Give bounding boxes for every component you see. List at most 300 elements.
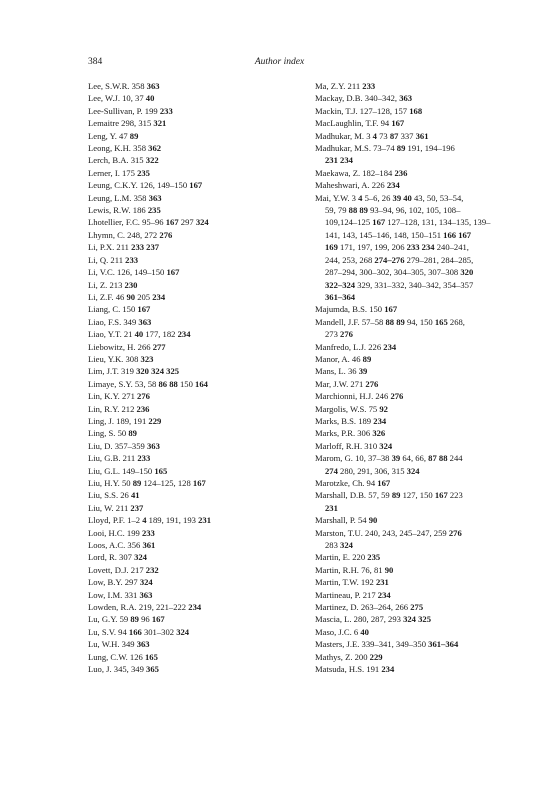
entry-text: 43, 50, 53–54, xyxy=(411,192,464,203)
index-entry xyxy=(315,216,533,228)
page-ref-bold: 233 xyxy=(362,81,376,91)
entry-text: 96 xyxy=(138,614,152,625)
entry-text: 223 xyxy=(447,490,463,501)
page-ref-bold: 324 xyxy=(134,552,147,563)
entry-text: Marston, T.U. 240, 243, 245–247, 259 xyxy=(315,527,449,538)
entry-text: Liu, W. 211 xyxy=(88,502,131,513)
entry-text: Lee-Sullivan, P. 199 xyxy=(88,105,160,116)
entry-text: 301–302 xyxy=(141,626,177,637)
page-ref-bold: 167 xyxy=(372,217,386,228)
page-ref-bold: 236 xyxy=(394,167,408,178)
entry-text: Lemaitre 298, 315 xyxy=(88,118,154,129)
page-ref-bold: 40 xyxy=(134,329,144,340)
page-ref-bold: 236 xyxy=(136,403,150,414)
page-ref-bold: 276 xyxy=(448,527,462,538)
entry-text: 244 xyxy=(447,453,463,464)
index-entry xyxy=(315,92,533,104)
page-ref-bold: 234 xyxy=(152,291,166,302)
index-entry xyxy=(88,589,303,601)
entry-text: Marshall, D.B. 57, 59 xyxy=(315,490,392,501)
index-entry xyxy=(315,663,533,675)
index-entry xyxy=(315,241,533,253)
page-ref-bold: 235 xyxy=(367,552,381,563)
index-entry xyxy=(315,564,533,576)
entry-text: Lin, R.Y. 212 xyxy=(88,403,137,414)
index-entry xyxy=(315,80,533,92)
index-entry xyxy=(88,452,303,464)
entry-text: 73 xyxy=(376,130,390,141)
page-ref-bold: 167 xyxy=(137,304,151,315)
page-ref-bold: 167 xyxy=(166,267,180,278)
entry-text: Liao, F.S. 349 xyxy=(88,316,139,327)
page-ref-bold: 233 xyxy=(141,527,155,538)
page-ref-bold: 324 xyxy=(340,540,353,551)
page-ref-bold: 361 xyxy=(415,130,429,141)
entry-text: Matsuda, H.S. 191 xyxy=(315,664,382,675)
page-ref-bold: 324 xyxy=(176,626,190,637)
index-entry xyxy=(88,316,303,328)
page-ref-bold: 166 xyxy=(128,626,142,637)
index-entry xyxy=(88,229,303,241)
entry-text: Mathys, Z. 200 xyxy=(315,651,370,662)
page-ref-bold: 235 xyxy=(137,167,150,178)
page-ref-bold: 274 xyxy=(325,465,338,476)
page-ref-bold: 324 xyxy=(195,217,209,228)
index-entry xyxy=(88,378,303,390)
entry-text: Mandell, J.F. 57–58 xyxy=(315,316,386,327)
page-ref-bold: 86 88 xyxy=(158,378,178,389)
page-ref-bold: 276 xyxy=(159,229,173,240)
index-entry xyxy=(88,489,303,501)
index-entry xyxy=(88,204,303,216)
entry-text: 59, 79 xyxy=(325,205,349,216)
page-ref-bold: 165 xyxy=(434,316,448,327)
index-entry xyxy=(315,341,533,353)
page-ref-bold: 320 324 325 xyxy=(136,366,180,377)
entry-text: 283 xyxy=(325,540,341,551)
index-entry xyxy=(88,576,303,588)
page-ref-bold: 39 xyxy=(391,453,401,464)
page-ref-bold: 89 xyxy=(128,428,137,439)
index-entry xyxy=(315,539,533,551)
index-entry xyxy=(315,154,533,166)
entry-text: Mackay, D.B. 340–342, xyxy=(315,93,400,104)
entry-text: Marloff, R.H. 310 xyxy=(315,440,380,451)
index-entry xyxy=(88,291,303,303)
page-ref-bold: 361–364 xyxy=(428,639,459,650)
page-ref-bold: 362 xyxy=(148,143,162,154)
entry-text: Marotzke, Ch. 94 xyxy=(315,478,378,488)
index-entry xyxy=(315,279,533,291)
entry-text: Lee, W.J. 10, 37 xyxy=(88,93,146,104)
page-ref-bold: 320 xyxy=(460,267,474,278)
index-entry xyxy=(315,378,533,390)
entry-text: 127, 150 xyxy=(400,490,435,501)
index-entry xyxy=(315,403,533,415)
entry-text: Li, V.C. 126, 149–150 xyxy=(88,267,167,278)
page-ref-bold: 361 xyxy=(142,540,156,551)
index-entry xyxy=(315,415,533,427)
entry-text: Manfredo, L.J. 226 xyxy=(315,341,384,352)
page-ref-bold: 165 xyxy=(144,651,158,662)
entry-text: 94, 150 xyxy=(404,316,435,327)
entry-text: 150 xyxy=(177,378,196,389)
index-entry xyxy=(315,390,533,402)
index-entry xyxy=(315,229,533,241)
entry-text: Lhotellier, F.C. 95–96 xyxy=(88,217,166,228)
index-entry xyxy=(88,254,303,266)
entry-text: Lieu, Y.K. 308 xyxy=(88,353,141,364)
index-entry xyxy=(315,328,533,340)
entry-text: Lung, C.W. 126 xyxy=(88,651,145,662)
page-ref-bold: 166 167 xyxy=(443,229,472,240)
index-entry xyxy=(88,279,303,291)
entry-text: Maekawa, Z. 182–184 xyxy=(315,167,395,178)
page-ref-bold: 234 xyxy=(383,341,397,352)
index-entry xyxy=(315,514,533,526)
index-entry xyxy=(315,551,533,563)
page-ref-bold: 363 xyxy=(138,316,152,327)
index-entry xyxy=(88,390,303,402)
page-ref-bold: 89 xyxy=(132,478,142,488)
index-entry xyxy=(88,415,303,427)
page-ref-bold: 165 xyxy=(154,465,168,476)
page-ref-bold: 231 xyxy=(198,515,211,526)
index-entry xyxy=(315,638,533,650)
entry-text: Low, B.Y. 297 xyxy=(88,577,140,588)
page-ref-bold: 233 xyxy=(137,453,151,464)
page-ref-bold: 234 xyxy=(373,415,387,426)
index-entry xyxy=(88,80,303,92)
page-ref-bold: 39 40 xyxy=(392,192,412,203)
page-ref-bold: 363 xyxy=(136,639,150,650)
entry-text: 268, xyxy=(447,316,465,327)
page-ref-bold: 90 xyxy=(368,515,378,526)
index-entry xyxy=(315,105,533,117)
page-ref-bold: 324 325 xyxy=(403,614,432,625)
page-ref-bold: 39 xyxy=(358,366,368,377)
entry-text: Loos, A.C. 356 xyxy=(88,540,143,551)
index-entry xyxy=(315,254,533,266)
page-ref-bold: 169 xyxy=(325,242,338,253)
index-entry xyxy=(88,303,303,315)
page-ref-bold: 167 xyxy=(391,118,405,129)
page-ref-bold: 167 xyxy=(377,478,391,488)
index-entry xyxy=(88,266,303,278)
page-ref-bold: 231 xyxy=(375,577,389,588)
entry-text: 177, 182 xyxy=(143,329,178,340)
index-entry xyxy=(315,613,533,625)
page-ref-bold: 232 xyxy=(145,564,159,575)
index-entry xyxy=(88,502,303,514)
index-entry xyxy=(315,179,533,191)
entry-text: 189, 191, 193 xyxy=(146,515,199,526)
entry-text: Liang, C. 150 xyxy=(88,304,138,315)
page-ref-bold: 276 xyxy=(340,329,353,340)
index-entry xyxy=(315,440,533,452)
index-entry xyxy=(88,403,303,415)
page-ref-bold: 276 xyxy=(365,378,379,389)
entry-text: Marks, B.S. 189 xyxy=(315,415,374,426)
index-entry xyxy=(88,613,303,625)
entry-text: Lowden, R.A. 219, 221–222 xyxy=(88,602,189,613)
index-entry xyxy=(88,105,303,117)
index-entry xyxy=(315,489,533,501)
entry-text: Manor, A. 46 xyxy=(315,353,363,364)
page-ref-bold: 234 xyxy=(381,664,395,675)
page-ref-bold: 229 xyxy=(148,415,162,426)
page-ref-bold: 41 xyxy=(130,490,140,501)
page-ref-bold: 230 xyxy=(124,279,138,290)
entry-text: 337 xyxy=(398,130,416,141)
entry-text: Liu, H.Y. 50 xyxy=(88,478,133,488)
index-entry xyxy=(88,465,303,477)
entry-text: Mans, L. 36 xyxy=(315,366,359,377)
running-head: Author index xyxy=(254,57,305,67)
entry-text: Mackin, T.J. 127–128, 157 xyxy=(315,105,410,116)
entry-text: Lhymn, C. 248, 272 xyxy=(88,229,160,240)
entry-text: Limaye, S.Y. 53, 58 xyxy=(88,378,159,389)
page-ref-bold: 89 xyxy=(396,143,406,154)
entry-text: 244, 253, 268 xyxy=(325,254,375,265)
entry-text: 109,124–125 xyxy=(325,217,373,228)
page-ref-bold: 92 xyxy=(379,403,388,414)
index-entry xyxy=(315,589,533,601)
entry-text: Liu, D. 357–359 xyxy=(88,440,147,451)
entry-text: 273 xyxy=(325,329,341,340)
page-ref-bold: 167 xyxy=(384,304,398,315)
index-entry xyxy=(315,527,533,539)
page-ref-bold: 363 xyxy=(148,192,162,203)
index-entry xyxy=(315,130,533,142)
page-number: 384 xyxy=(88,57,103,67)
page-ref-bold: 363 xyxy=(146,440,160,451)
page-ref-bold: 89 xyxy=(129,130,139,141)
index-column-left xyxy=(88,80,303,676)
index-entry xyxy=(88,341,303,353)
page-ref-bold: 231 xyxy=(325,502,338,513)
page-ref-bold: 276 xyxy=(137,391,150,402)
index-entry xyxy=(88,154,303,166)
page-ref-bold: 4 xyxy=(358,192,363,203)
entry-text: Maso, J.C. 6 xyxy=(315,626,361,637)
page-ref-bold: 322–324 xyxy=(325,279,356,290)
page-ref-bold: 324 xyxy=(379,440,393,451)
index-entry xyxy=(315,465,533,477)
entry-text: Liu, G.L. 149–150 xyxy=(88,465,155,476)
entry-text: Lord, R. 307 xyxy=(88,552,135,563)
entry-text: 205 xyxy=(135,291,153,302)
page-ref-bold: 167 xyxy=(165,217,179,228)
page-ref-bold: 40 xyxy=(145,93,155,104)
index-entry xyxy=(88,564,303,576)
page-ref-bold: 363 xyxy=(146,81,160,91)
entry-text: 127–128, 131, 134–135, 139– xyxy=(385,217,491,228)
index-entry xyxy=(88,638,303,650)
index-entry xyxy=(315,626,533,638)
entry-text: 93–94, 96, 102, 105, 108– xyxy=(367,205,461,216)
page-ref-bold: 88 89 xyxy=(385,316,405,327)
page-ref-bold: 321 xyxy=(153,118,167,129)
entry-text: Li, Q. 211 xyxy=(88,254,126,265)
entry-text: Liebowitz, H. 266 xyxy=(88,341,153,352)
entry-text: 64, 66, xyxy=(400,453,429,464)
entry-text: 279–281, 284–285, xyxy=(404,254,474,265)
index-entry xyxy=(315,316,533,328)
page-ref-bold: 88 89 xyxy=(348,205,368,216)
entry-text: Marchionni, H.J. 246 xyxy=(315,391,391,402)
index-entry xyxy=(88,551,303,563)
page-ref-bold: 322 xyxy=(145,155,159,166)
page-ref-bold: 365 xyxy=(146,664,159,675)
index-entry xyxy=(88,365,303,377)
index-entry xyxy=(88,192,303,204)
page-ref-bold: 4 xyxy=(142,515,147,526)
index-entry xyxy=(88,601,303,613)
index-entry xyxy=(315,502,533,514)
entry-text: Lewis, R.W. 186 xyxy=(88,205,148,216)
index-entry xyxy=(88,477,303,489)
entry-text: Liao, Y.T. 21 xyxy=(88,329,135,340)
page-ref-bold: 90 xyxy=(384,564,394,575)
entry-text: Martin, T.W. 192 xyxy=(315,577,376,588)
page-ref-bold: 324 xyxy=(406,465,420,476)
index-entry xyxy=(315,601,533,613)
entry-text: Martin, R.H. 76, 81 xyxy=(315,564,385,575)
page-ref-bold: 235 xyxy=(147,205,161,216)
index-entry xyxy=(88,328,303,340)
entry-text: Maheshwari, A. 226 xyxy=(315,180,387,191)
page-ref-bold: 167 xyxy=(151,614,165,625)
entry-text: Marks, P.R. 306 xyxy=(315,428,373,439)
index-entry xyxy=(315,117,533,129)
entry-text: Margolis, W.S. 75 xyxy=(315,403,380,414)
index-entry xyxy=(315,452,533,464)
index-column-right xyxy=(315,80,533,676)
entry-text: Li, P.X. 211 xyxy=(88,242,132,253)
entry-text: Madhukar, M.S. 73–74 xyxy=(315,143,397,154)
entry-text: Ling, J. 189, 191 xyxy=(88,415,149,426)
page-ref-bold: 234 xyxy=(177,329,191,340)
index-entry xyxy=(315,303,533,315)
page-ref-bold: 326 xyxy=(372,428,386,439)
page-ref-bold: 89 xyxy=(391,490,401,501)
entry-text: MacLaughlin, T.F. 94 xyxy=(315,118,392,129)
page-ref-bold: 323 xyxy=(140,353,154,364)
page-ref-bold: 4 xyxy=(372,130,377,141)
entry-text: Lerner, I. 175 xyxy=(88,167,138,178)
entry-text: Leong, K.H. 358 xyxy=(88,143,149,154)
entry-text: 124–125, 128 xyxy=(141,478,193,488)
entry-text: Martinez, D. 263–264, 266 xyxy=(315,602,411,613)
entry-text: Leung, L.M. 358 xyxy=(88,192,149,203)
index-entry xyxy=(315,192,533,204)
entry-text: Ling, S. 50 xyxy=(88,428,129,439)
entry-text: Lerch, B.A. 315 xyxy=(88,155,146,166)
page-ref-bold: 234 xyxy=(188,602,202,613)
entry-text: 171, 197, 199, 206 xyxy=(337,242,407,253)
index-entry xyxy=(88,514,303,526)
page-ref-bold: 233 237 xyxy=(131,242,160,253)
index-entry xyxy=(88,539,303,551)
page-ref-bold: 363 xyxy=(399,93,413,104)
page-ref-bold: 167 xyxy=(434,490,448,501)
index-entry xyxy=(315,204,533,216)
index-entry xyxy=(88,440,303,452)
entry-text: Mar, J.W. 271 xyxy=(315,378,366,389)
index-entry xyxy=(88,651,303,663)
page-ref-bold: 363 xyxy=(139,589,153,600)
index-entry xyxy=(88,179,303,191)
index-entry xyxy=(88,117,303,129)
index-entry xyxy=(315,142,533,154)
entry-text: Lloyd, P.F. 1–2 xyxy=(88,515,143,526)
page-ref-bold: 276 xyxy=(390,391,404,402)
page-ref-bold: 89 xyxy=(362,353,372,364)
index-entry xyxy=(315,365,533,377)
entry-text: Luo, J. 345, 349 xyxy=(88,664,147,675)
entry-text: 5–6, 26 xyxy=(362,192,393,203)
entry-text: Lu, G.Y. 59 xyxy=(88,614,131,625)
index-entry xyxy=(88,353,303,365)
page-ref-bold: 89 xyxy=(130,614,139,625)
entry-text: Lu, W.H. 349 xyxy=(88,639,137,650)
entry-text: Low, I.M. 331 xyxy=(88,589,140,600)
page-ref-bold: 233 xyxy=(125,254,139,265)
index-entry xyxy=(88,626,303,638)
entry-text: Ma, Z.Y. 211 xyxy=(315,81,363,91)
page-ref-bold: 233 234 xyxy=(406,242,435,253)
page-ref-bold: 361–364 xyxy=(325,291,356,302)
entry-text: Marom, G. 10, 37–38 xyxy=(315,453,392,464)
index-entry xyxy=(315,427,533,439)
page-ref-bold: 87 xyxy=(389,130,399,141)
page-ref-bold: 229 xyxy=(369,651,383,662)
entry-text: Lu, S.V. 94 xyxy=(88,626,129,637)
page-ref-bold: 274–276 xyxy=(374,254,405,265)
entry-text: Leng, Y. 47 xyxy=(88,130,130,141)
entry-text: 287–294, 300–302, 304–305, 307–308 xyxy=(325,267,461,278)
entry-text: 191, 194–196 xyxy=(405,143,455,154)
index-entry xyxy=(315,576,533,588)
entry-text: Lim, J.T. 319 xyxy=(88,366,137,377)
index-entry xyxy=(315,477,533,489)
entry-text: 329, 331–332, 340–342, 354–357 xyxy=(355,279,474,290)
entry-text: Mai, Y.W. 3 xyxy=(315,192,359,203)
entry-text: Lee, S.W.R. 358 xyxy=(88,81,147,91)
entry-text: Marshall, P. 54 xyxy=(315,515,369,526)
entry-text: Martineau, P. 217 xyxy=(315,589,378,600)
entry-text: Liu, S.S. 26 xyxy=(88,490,131,501)
index-entry xyxy=(88,92,303,104)
entry-text: Leung, C.K.Y. 126, 149–150 xyxy=(88,180,190,191)
page-ref-bold: 40 xyxy=(360,626,369,637)
page-ref-bold: 164 xyxy=(195,378,208,389)
entry-text: Li, Z.F. 46 xyxy=(88,291,127,302)
page-ref-bold: 231 234 xyxy=(325,155,353,166)
index-entry xyxy=(315,266,533,278)
entry-text: Majumda, B.S. 150 xyxy=(315,304,385,315)
index-entry xyxy=(88,142,303,154)
index-entry xyxy=(88,663,303,675)
entry-text: 141, 143, 145–146, 148, 150–151 xyxy=(325,229,444,240)
page-ref-bold: 277 xyxy=(152,341,166,352)
index-entry xyxy=(88,130,303,142)
entry-text: Madhukar, M. 3 xyxy=(315,130,373,141)
index-entry xyxy=(88,527,303,539)
index-entry xyxy=(88,216,303,228)
index-entry xyxy=(88,427,303,439)
